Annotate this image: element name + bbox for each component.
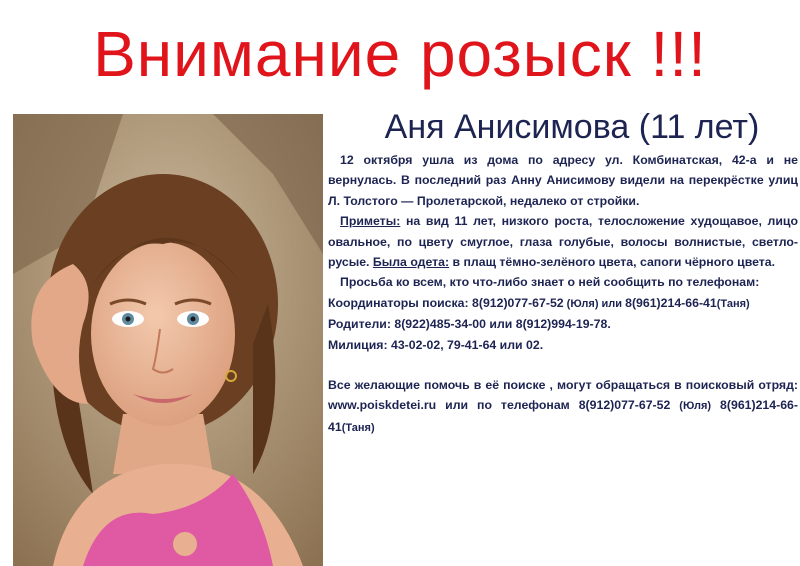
closing-paragraph: [328, 375, 798, 438]
request-paragraph: Просьба ко всем, кто что-либо знает о ней сообщить по телефонам:: [340, 275, 760, 290]
clothing-label: Была одета:: [372, 255, 450, 270]
headline: Внимание розыск !!!: [93, 18, 707, 90]
closing-text-2: 8(961)214-66-41: [328, 398, 798, 434]
disappearance-paragraph: 12 октября ушла из дома по адресу ул. Комбинатская, 42-а и не вернулась. В последний раз Анну Анисимову видели на перекрёстке улиц Л. Толстого — Пролетарской, недалеко от стройки.: [328, 153, 798, 208]
missing-girl-photo: [13, 114, 323, 566]
closing-name-2: (Таня): [341, 421, 375, 434]
closing-name-1: (Юля): [679, 400, 712, 413]
coordinator-name-2: (Таня): [716, 297, 750, 310]
spacer: [328, 355, 798, 375]
description-paragraph: [328, 211, 798, 272]
coordinator-phone-1: 8(912)077-67-52: [472, 295, 564, 310]
signs-text: на вид 11 лет, низкого роста, телосложение худощавое, лицо овальное, по цвету смуглое, глаза голубые, волосы волнистые, светло-русые.: [328, 214, 798, 270]
description-text: [328, 150, 798, 438]
parents-line: Родители: 8(922)485-34-00 или 8(912)994-19-78.: [328, 317, 611, 332]
clothing-text: в плащ тёмно-зелёного цвета, сапоги чёрного цвета.: [449, 255, 776, 270]
coordinators-line: [328, 293, 798, 314]
coordinators-label: Координаторы поиска:: [328, 295, 473, 310]
closing-text-1: Все желающие помочь в её поиске , могут обращаться в поисковый отряд: www.poiskdetei.ru или по телефонам 8(912)077-67-52: [328, 378, 798, 413]
police-line: Милиция: 43-02-02, 79-41-64 или 02.: [328, 337, 544, 352]
coordinator-name-1: (Юля) или: [563, 297, 626, 310]
signs-label: Приметы:: [340, 214, 401, 229]
coordinator-phone-2: 8(961)214-66-41: [625, 295, 717, 310]
missing-person-name: Аня Анисимова (11 лет): [384, 108, 760, 146]
